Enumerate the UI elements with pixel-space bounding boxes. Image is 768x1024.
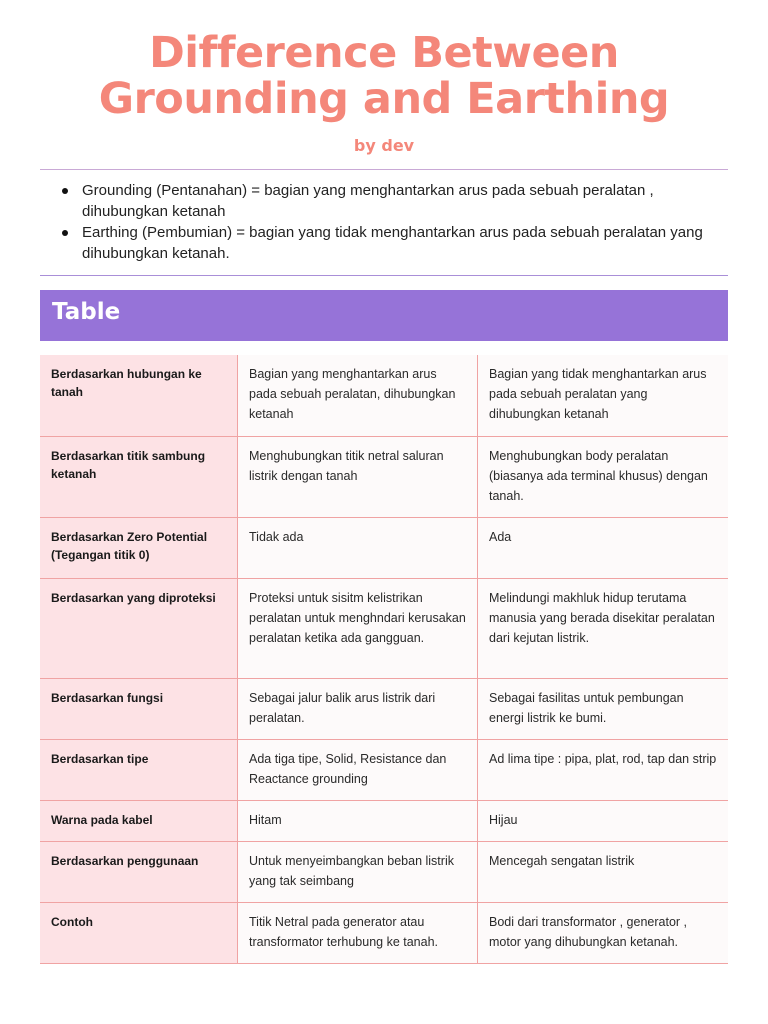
author-byline: by dev	[353, 136, 415, 155]
definition-list	[40, 180, 728, 264]
divider-top	[40, 169, 728, 170]
page-title-line-1: Difference Between	[149, 28, 619, 78]
bullet-icon	[62, 188, 68, 194]
section-header	[40, 290, 728, 341]
earthing-cell: Menghubungkan body peralatan (biasanya ada terminal khusus) dengan tanah.	[478, 436, 729, 517]
table-row	[40, 355, 728, 436]
bullet-icon	[62, 230, 68, 236]
row-label: Berdasarkan titik sambung ketanah	[40, 436, 238, 517]
definition-item-grounding	[40, 180, 728, 222]
row-label: Berdasarkan Zero Potential (Tegangan titik 0)	[40, 517, 238, 578]
grounding-cell: Untuk menyeimbangkan beban listrik yang tak seimbang	[238, 841, 478, 902]
table-row	[40, 800, 728, 841]
row-label: Warna pada kabel	[40, 800, 238, 841]
definition-text: Grounding (Pentanahan) = bagian yang menghantarkan arus pada sebuah peralatan , dihubungkan ketanah	[82, 182, 654, 220]
table-row	[40, 436, 728, 517]
table-row	[40, 902, 728, 963]
earthing-cell: Ada	[478, 517, 729, 578]
row-label: Contoh	[40, 902, 238, 963]
grounding-cell: Proteksi untuk sisitm kelistrikan peralatan untuk menghndari kerusakan peralatan ketika ada gangguan.	[238, 578, 478, 678]
row-label: Berdasarkan fungsi	[40, 678, 238, 739]
page-title-line-2: Grounding and Earthing	[98, 74, 670, 124]
grounding-cell: Menghubungkan titik netral saluran listrik dengan tanah	[238, 436, 478, 517]
comparison-table	[40, 355, 728, 964]
earthing-cell: Hijau	[478, 800, 729, 841]
earthing-cell: Ad lima tipe : pipa, plat, rod, tap dan strip	[478, 739, 729, 800]
grounding-cell: Ada tiga tipe, Solid, Resistance dan Reactance grounding	[238, 739, 478, 800]
earthing-cell: Bodi dari transformator , generator , motor yang dihubungkan ketanah.	[478, 902, 729, 963]
page-title	[0, 30, 768, 122]
row-label: Berdasarkan hubungan ke tanah	[40, 355, 238, 436]
grounding-cell: Hitam	[238, 800, 478, 841]
earthing-cell: Mencegah sengatan listrik	[478, 841, 729, 902]
earthing-cell: Melindungi makhluk hidup terutama manusia yang berada disekitar peralatan dari kejutan listrik.	[478, 578, 729, 678]
grounding-cell: Sebagai jalur balik arus listrik dari peralatan.	[238, 678, 478, 739]
table-row	[40, 517, 728, 578]
earthing-cell: Sebagai fasilitas untuk pembungan energi listrik ke bumi.	[478, 678, 729, 739]
divider-bottom	[40, 275, 728, 276]
earthing-cell: Bagian yang tidak menghantarkan arus pada sebuah peralatan yang dihubungkan ketanah	[478, 355, 729, 436]
grounding-cell: Titik Netral pada generator atau transformator terhubung ke tanah.	[238, 902, 478, 963]
table-row	[40, 739, 728, 800]
row-label: Berdasarkan penggunaan	[40, 841, 238, 902]
table-row	[40, 841, 728, 902]
definition-item-earthing	[40, 222, 728, 264]
row-label: Berdasarkan yang diproteksi	[40, 578, 238, 678]
section-title: Table	[52, 299, 121, 325]
grounding-cell: Bagian yang menghantarkan arus pada sebuah peralatan, dihubungkan ketanah	[238, 355, 478, 436]
row-label: Berdasarkan tipe	[40, 739, 238, 800]
grounding-cell: Tidak ada	[238, 517, 478, 578]
table-row	[40, 678, 728, 739]
table-row	[40, 578, 728, 678]
definition-text: Earthing (Pembumian) = bagian yang tidak menghantarkan arus pada sebuah peralatan yang dihubungkan ketanah.	[82, 224, 703, 262]
